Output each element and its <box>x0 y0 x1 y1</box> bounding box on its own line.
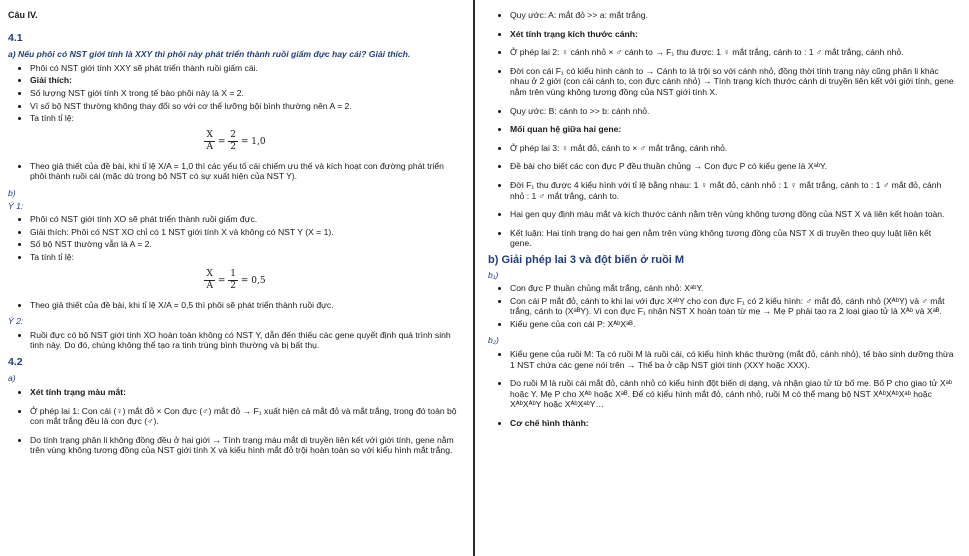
left-column <box>0 0 472 556</box>
y2-list <box>8 330 462 351</box>
b2-list <box>488 349 955 429</box>
y1-label: Ý 1: <box>8 200 24 211</box>
section-4-1-heading: 4.1 <box>8 31 23 44</box>
fraction: $\frac{2}{2}$ <box>230 129 236 152</box>
question-a: a) Nếu phôi có NST giới tính là XXY thì phôi này phát triển thành ruồi giấm đực hay cái? Giải thích. <box>8 49 411 60</box>
list-item: • Xét tính trạng màu mắt: <box>30 387 462 398</box>
list-item: • Kiểu gene của con cái P: XᴬᵇXᵃᴮ. <box>510 319 955 330</box>
list-item: • Giải thích: Phôi có NST XO chỉ có 1 NST giới tính X và không có NST Y (X = 1). <box>30 227 462 238</box>
fraction: $\frac{X}{A}$ <box>206 268 213 291</box>
column-divider <box>473 0 475 556</box>
list-item: • Con đực P thuần chủng mắt trắng, cánh nhỏ: XᵃᵇY. <box>510 283 955 294</box>
list-item: • Theo giả thiết của đề bài, khi tỉ lệ X/A = 1,0 thì các yếu tố cái chiếm ưu thế và kích hoạt con đường phát triển phôi thành ruồi cái (mặc dù trong bộ NST có sự xuất hiện của NST Y). <box>30 161 462 182</box>
question-heading: Câu IV. <box>8 10 38 20</box>
list-item: • Ở phép lai 2: ♀ cánh nhỏ × ♂ cánh to → F₁ thu được: 1 ♀ mắt trắng, cánh to : 1 ♂ mắt trắng, cánh nhỏ. <box>510 47 955 58</box>
list-item: • Phôi có NST giới tính XO sẽ phát triển thành ruồi giấm đực. <box>30 214 462 225</box>
list-item: • Ở phép lai 1: Con cái (♀) mắt đỏ × Con đực (♂) mắt đỏ → F₁ xuất hiện cả mắt đỏ và mắt trắng, trong đó toàn bộ con mắt trắng đều là con đực (♂). <box>30 406 462 427</box>
list-item: • Cơ chế hình thành: <box>510 418 955 429</box>
b2-label: b₂) <box>488 335 499 346</box>
right-column <box>478 0 969 556</box>
note-b-list <box>8 300 462 311</box>
y2-label: Ý 2: <box>8 316 24 327</box>
list-item: • Quy ước: A: mắt đỏ >> a: mắt trắng. <box>510 10 955 21</box>
section-4-2-heading: 4.2 <box>8 355 23 368</box>
list-item: • Kết luận: Hai tính trạng do hai gen nằm trên vùng không tương đồng của NST X di truyền theo quy luật liên kết gene. <box>510 228 955 249</box>
list-item: • Ta tính tỉ lệ: <box>30 113 462 124</box>
list-item: • Xét tính trạng kích thước cánh: <box>510 29 955 40</box>
b1-list <box>488 283 955 329</box>
list-item: • Mối quan hệ giữa hai gene: <box>510 124 955 135</box>
list-item: • Ruồi đực có bộ NST giới tính XO hoàn toàn không có NST Y, dẫn đến thiếu các gene quyết định quá trình sinh tinh này. Do đó, chúng không thể tạo ra tinh trùng bình thường và bị bất thụ. <box>30 330 462 351</box>
list-item: • Ta tính tỉ lệ: <box>30 252 462 263</box>
list-item: • Kiểu gene của ruồi M: Ta có ruồi M là ruồi cái, có kiểu hình khác thường (mắt đỏ, cánh nhỏ), tế bào sinh dưỡng thừa 1 NST chứa các gene nói trên → Thể ba ở cặp NST giới tính (XXY hoặc XXX). <box>510 349 955 370</box>
list-item: • Hai gen quy định màu mắt và kích thước cánh nằm trên vùng không tương đồng của NST X và liên kết hoàn toàn. <box>510 209 955 220</box>
list-item: • Số bộ NST thường vẫn là A = 2. <box>30 239 462 250</box>
b1-label: b₁) <box>488 269 499 280</box>
list-item: • Do ruồi M là ruồi cái mắt đỏ, cánh nhỏ có kiểu hình đột biến dị dạng, và nhận giao tử từ bố mẹ. Bố P cho giao tử Xᵃᵇ hoặc Y. Mẹ P cho Xᴬᵇ hoặc Xᵃᴮ. Để có kiểu hình mắt đỏ, cánh nhỏ, ruồi M có thể mang bộ NST XᴬᵇXᴬᵇXᵃᵇ hoặc XᴬᵇXᴬᵇY hoặc XᴬᵇXᵃᵇY… <box>510 378 955 410</box>
list-item: • Theo giả thiết của đề bài, khi tỉ lệ X/A = 0,5 thì phôi sẽ phát triển thành ruồi đực. <box>30 300 462 311</box>
part-a2-label: a) <box>8 373 16 384</box>
fraction: $\frac{1}{2}$ <box>230 268 236 291</box>
formula-ratio-1: $\frac{X}{A}$ = $\frac{2}{2}$ = 1,0 <box>206 129 266 152</box>
list-item: • Giải thích: <box>30 75 462 86</box>
fraction: $\frac{X}{A}$ <box>206 129 213 152</box>
list-item: • Phôi có NST giới tính XXY sẽ phát triển thành ruồi giấm cái. <box>30 63 462 74</box>
heading-b: b) Giải phép lai 3 và đột biến ở ruồi M <box>488 253 685 266</box>
list-item: • Số lượng NST giới tính X trong tế bào phôi này là X = 2. <box>30 88 462 99</box>
list-item: • Đời F₁ thu được 4 kiểu hình với tỉ lệ bằng nhau: 1 ♀ mắt đỏ, cánh nhỏ : 1 ♀ mắt trắng, cánh to : 1 ♂ mắt đỏ, cánh nhỏ : 1 ♂ mắt trắng, cánh to. <box>510 180 955 201</box>
list-item: • Con cái P mắt đỏ, cánh to khi lai với đực XᵃᵇY cho con đực F₁ có 2 kiểu hình: ♂ mắt đỏ, cánh nhỏ (XᴬᵇY) và ♂ mắt trắng, cánh to (XᵃᴮY). Vì con đực F₁ nhận NST X hoàn toàn từ mẹ → Mẹ P phải tạo ra 2 loại giao tử là Xᴬᵇ và Xᵃᴮ. <box>510 296 955 317</box>
answer-a-list <box>8 63 462 124</box>
list-item: • Quy ước: B: cánh to >> b: cánh nhỏ. <box>510 106 955 117</box>
formula-ratio-2: $\frac{X}{A}$ = $\frac{1}{2}$ = 0,5 <box>206 268 266 291</box>
right-list-1 <box>488 10 955 249</box>
list-item: • Đề bài cho biết các con đực P đều thuần chủng → Con đực P có kiểu gene là XᵃᵇY. <box>510 161 955 172</box>
answer-b-list <box>8 214 462 262</box>
list-item: • Ở phép lai 3: ♀ mắt đỏ, cánh to × ♂ mắt trắng, cánh nhỏ. <box>510 143 955 154</box>
note-a-list <box>8 161 462 182</box>
list-item: • Do tính trạng phân li không đồng đều ở hai giới → Tính trạng màu mắt di truyền liên kết với giới tính, gene nằm trên vùng không tương đồng của NST giới tính X và kiểu hình mắt đỏ trội hoàn toàn so với kiểu hình mắt trắng. <box>30 435 462 456</box>
answer-a2-list <box>8 387 462 456</box>
list-item: • Đời con cái F₁ có kiểu hình cánh to → Cánh to là trội so với cánh nhỏ, đồng thời tính trạng này cũng phân li khác nhau ở 2 giới (con cái cánh to, con đực cánh nhỏ) → Tính trạng kích thước cánh di truyền liên kết với giới tính, gene nằm trên vùng không tương đồng của NST giới tính X. <box>510 66 955 98</box>
part-b-label: b) <box>8 187 16 198</box>
list-item: • Vì số bộ NST thường không thay đổi so với cơ thể lưỡng bội bình thường nên A = 2. <box>30 101 462 112</box>
